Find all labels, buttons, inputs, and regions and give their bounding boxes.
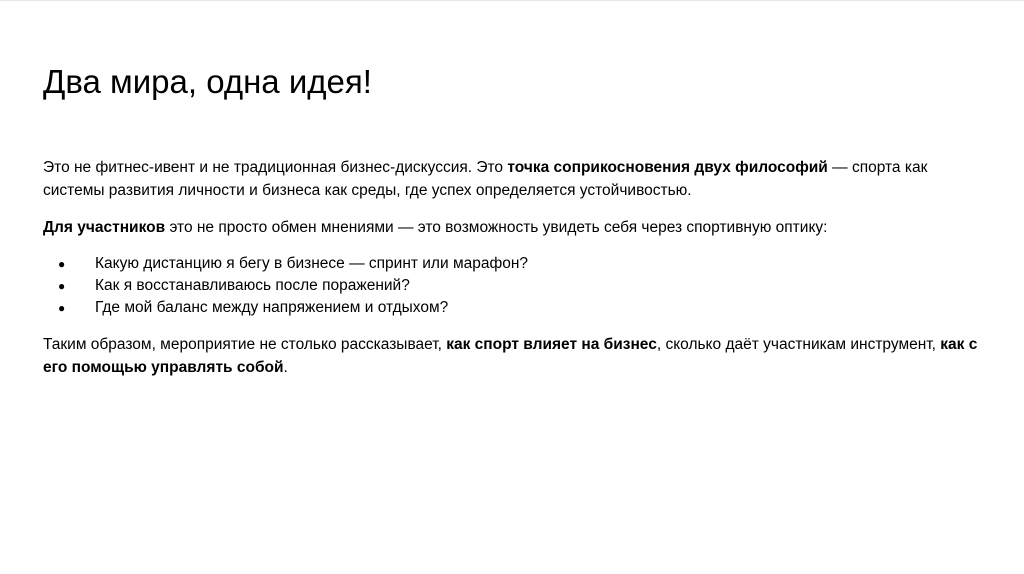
paragraph-intro-text-1: Это не фитнес-ивент и не традиционная бизнес-дискуссия. Это: [43, 159, 508, 176]
paragraph-conclusion-bold-2: как с его помощью управлять собой: [43, 336, 978, 376]
paragraph-conclusion-bold-1: как спорт влияет на бизнес: [446, 336, 657, 353]
paragraph-conclusion-text-3: .: [283, 359, 288, 376]
paragraph-conclusion-text-2: , сколько даёт участникам инструмент,: [656, 336, 941, 353]
bullet-list: [43, 253, 983, 319]
list-item-text: Где мой баланс между напряжением и отдыхом?: [95, 299, 449, 316]
bullet-dot-icon: ●: [58, 301, 66, 315]
list-item-text: Какую дистанцию я бегу в бизнесе — спринт или марафон?: [95, 255, 529, 272]
paragraph-conclusion: [43, 333, 983, 379]
list-item-text: Как я восстанавливаюсь после поражений?: [95, 277, 410, 294]
paragraph-intro-text-2: — спорта как системы развития личности и бизнеса как среды, где успех определяется устойчивостью.: [43, 159, 928, 199]
paragraph-conclusion-text-1: Таким образом, мероприятие не столько рассказывает,: [43, 336, 447, 353]
list-item: [43, 275, 983, 297]
paragraph-intro: [43, 156, 983, 202]
paragraph-participants-text: это не просто обмен мнениями — это возможность увидеть себя через спортивную оптику:: [165, 219, 828, 236]
list-item: [43, 297, 983, 319]
paragraph-intro-bold: точка соприкосновения двух философий: [507, 159, 828, 176]
bullet-dot-icon: ●: [58, 279, 66, 293]
list-item: [43, 253, 983, 275]
paragraph-participants-bold: Для участников: [43, 219, 166, 236]
slide-title: Два мира, одна идея!: [43, 63, 372, 100]
paragraph-participants: [43, 216, 983, 239]
bullet-dot-icon: ●: [58, 257, 66, 271]
slide-body: [43, 156, 983, 379]
